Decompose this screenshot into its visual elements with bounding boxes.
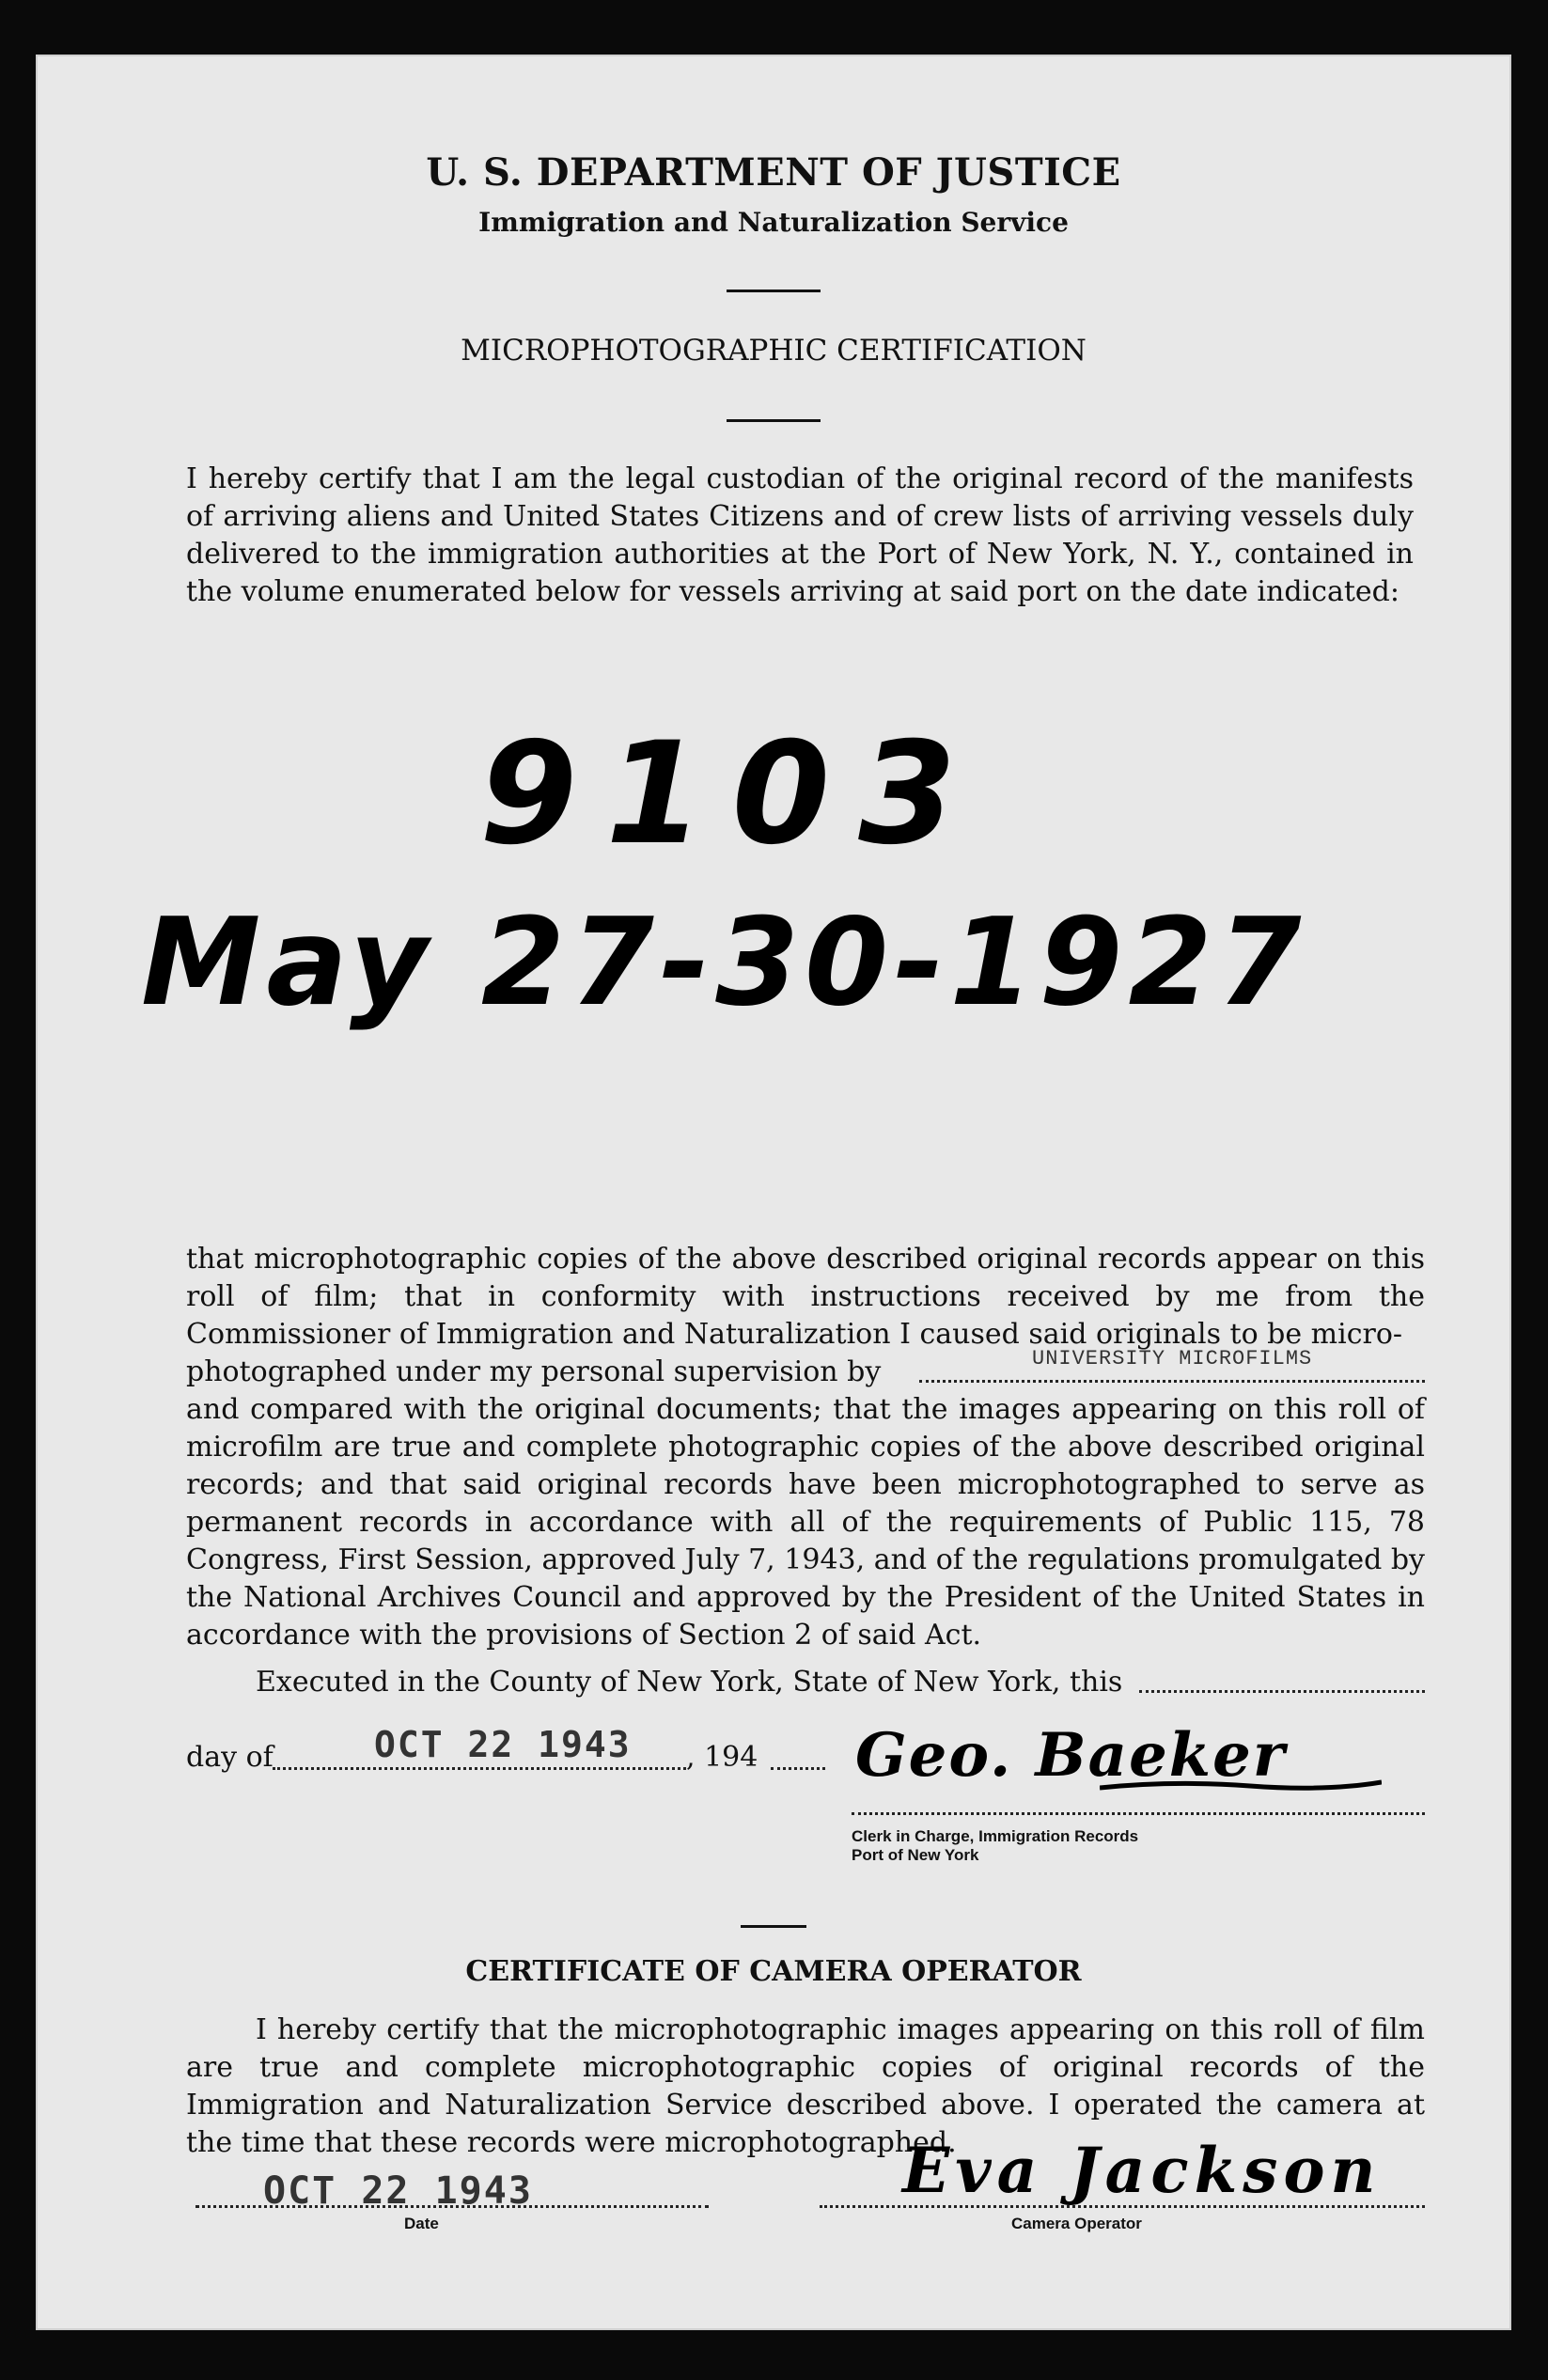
year-prefix: , 194	[686, 1741, 758, 1774]
clerk-signature: Geo. Baeker	[855, 1720, 1287, 1791]
signature-line	[852, 1812, 1425, 1815]
date-stamp: OCT 22 1943	[374, 1724, 632, 1765]
divider	[727, 290, 821, 292]
certificate-page	[36, 55, 1511, 2330]
dotted-fill-line	[919, 1380, 1425, 1383]
day-of-label: day of	[186, 1741, 274, 1774]
clerk-title-line2: Port of New York	[852, 1846, 979, 1864]
divider	[727, 419, 821, 422]
supervision-line	[186, 1347, 1425, 1391]
divider	[741, 1925, 806, 1928]
date-label: Date	[404, 2215, 439, 2232]
certification-title: MICROPHOTOGRAPHIC CERTIFICATION	[461, 334, 1087, 368]
typed-supervisor: UNIVERSITY MICROFILMS	[1032, 1347, 1313, 1370]
operator-signature-line	[820, 2205, 1425, 2208]
operator-signature: Eva Jackson	[902, 2134, 1382, 2207]
dotted-fill-line	[771, 1767, 825, 1770]
camera-operator-paragraph: I hereby certify that the microphotographic images appearing on this roll of film are true and complete microphotographic copies of original records of the Immigration and Naturalization Service described above. I operated the camera at the time that these records were microphotographed.	[186, 2013, 1425, 2159]
executed-line	[256, 1664, 1425, 1701]
body-paragraph-1: that microphotographic copies of the above described original records appear on this roll of film; that in conformity with instructions received by me from the Commissioner of Immigration and Naturalization I caused said originals to be micro-	[186, 1243, 1425, 1351]
operator-date-stamp: OCT 22 1943	[263, 2169, 533, 2213]
clerk-title-line1: Clerk in Charge, Immigration Records	[852, 1827, 1139, 1845]
dotted-fill-line	[1139, 1690, 1425, 1693]
camera-operator-title: CERTIFICATE OF CAMERA OPERATOR	[465, 1955, 1082, 1988]
body-paragraph-2: and compared with the original documents; that the images appearing on this roll of microfilm are true and complete photographic copies of the above described original records; and that said original records have been microphotographed to serve as permanent records in accordance with all of the requirements of Public 115, 78 Congress, First Session, approved July 7, 1943, and of the regulations promulgated by the National Archives Council and approved by the President of the United States in accordance with the provisions of Section 2 of said Act.	[186, 1393, 1425, 1652]
signature-flourish	[1100, 1777, 1382, 1795]
executed-text: Executed in the County of New York, State of New York, this	[256, 1666, 1123, 1699]
dotted-fill-line	[273, 1767, 686, 1770]
intro-paragraph: I hereby certify that I am the legal custodian of the original record of the manifests of arriving aliens and United States Citizens and of crew lists of arriving vessels duly delivered to the immigration authorities at the Port of New York, N. Y., contained in the volume enumerated below for vessels arriving at said port on the date indicated:	[186, 462, 1414, 608]
department-heading: U. S. DEPARTMENT OF JUSTICE	[426, 150, 1121, 195]
supervision-label: photographed under my personal supervision by	[186, 1355, 882, 1388]
day-of-line	[186, 1724, 900, 1786]
handwritten-date-range: May 27-30-1927	[141, 893, 1307, 1033]
service-subheading: Immigration and Naturalization Service	[478, 207, 1069, 238]
operator-label: Camera Operator	[1011, 2215, 1142, 2232]
handwritten-volume-number: 9103	[479, 712, 985, 876]
